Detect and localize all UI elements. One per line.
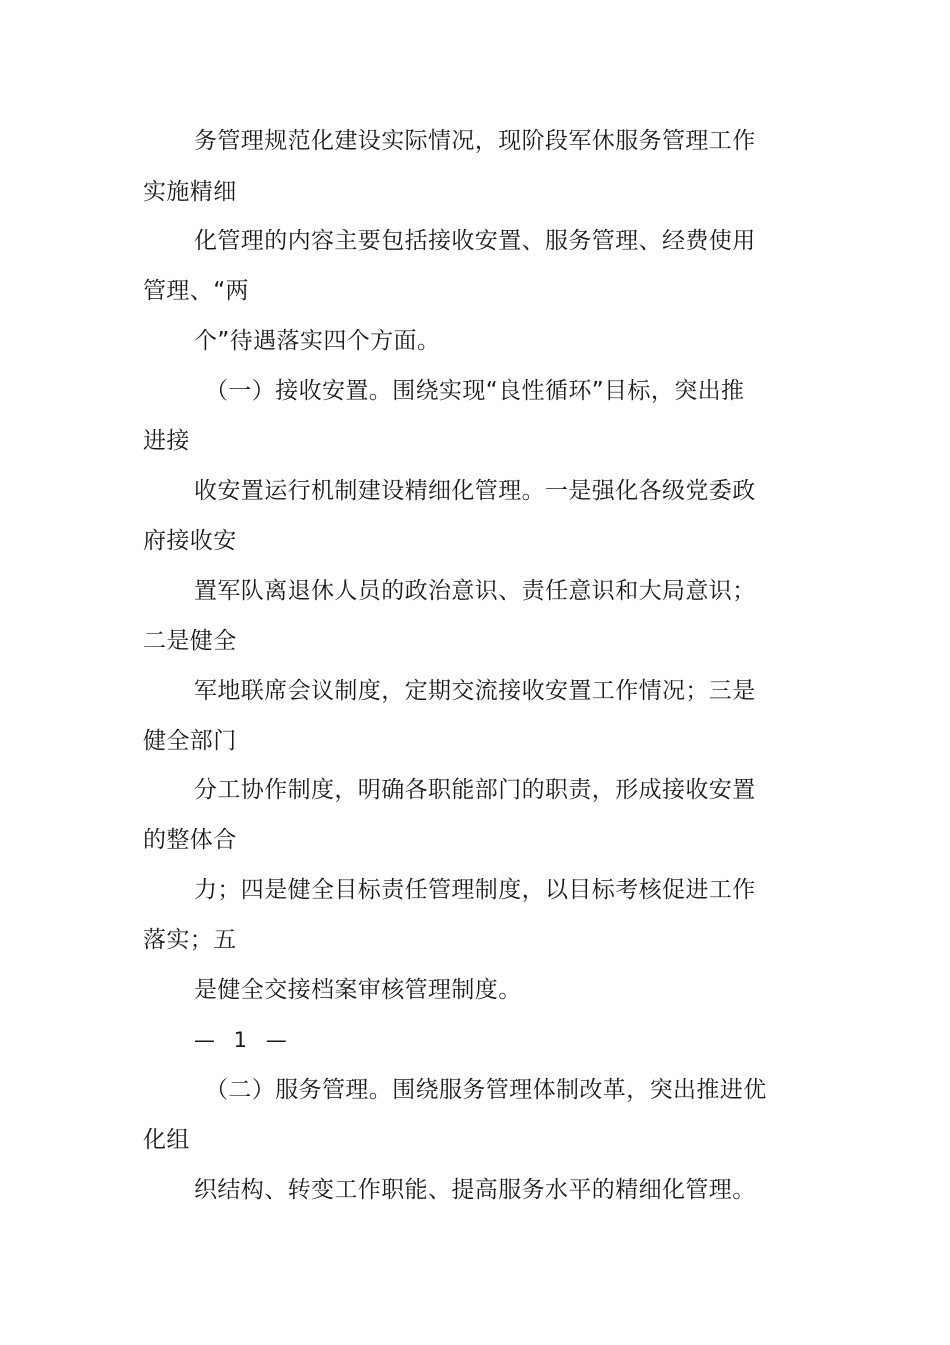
text-line: 个”待遇落实四个方面。 (194, 328, 441, 354)
text-line: 置军队离退休人员的政治意识、责任意识和大局意识； (194, 578, 756, 604)
text-line: 府接收安 (143, 528, 237, 554)
text-line: 化管理的内容主要包括接收安置、服务管理、经费使用 (194, 228, 756, 254)
text-line: 务管理规范化建设实际情况，现阶段军休服务管理工作 (194, 128, 756, 154)
text-line: 分工协作制度，明确各职能部门的职责，形成接收安置 (194, 777, 756, 803)
text-line: 织结构、转变工作职能、提高服务水平的精细化管理。 (194, 1177, 756, 1203)
text-line: （二）服务管理。围绕服务管理体制改革，突出推进优 (205, 1077, 767, 1103)
page-number: — 1 — (194, 1028, 293, 1052)
text-line: 实施精细 (143, 179, 237, 205)
text-line: 二是健全 (143, 628, 237, 654)
text-line: 健全部门 (143, 728, 237, 754)
text-line: 管理、“两 (143, 278, 249, 304)
text-line: 军地联席会议制度，定期交流接收安置工作情况；三是 (194, 678, 756, 704)
text-line: 是健全交接档案审核管理制度。 (194, 977, 522, 1003)
text-line: 收安置运行机制建设精细化管理。一是强化各级党委政 (194, 478, 756, 504)
text-line: 力；四是健全目标责任管理制度，以目标考核促进工作 (194, 877, 756, 903)
text-line: 的整体合 (143, 827, 237, 853)
text-line: 进接 (143, 428, 190, 454)
text-line: （一）接收安置。围绕实现“良性循环”目标，突出推 (205, 378, 745, 404)
text-line: 落实；五 (143, 927, 237, 953)
text-line: 化组 (143, 1127, 190, 1153)
